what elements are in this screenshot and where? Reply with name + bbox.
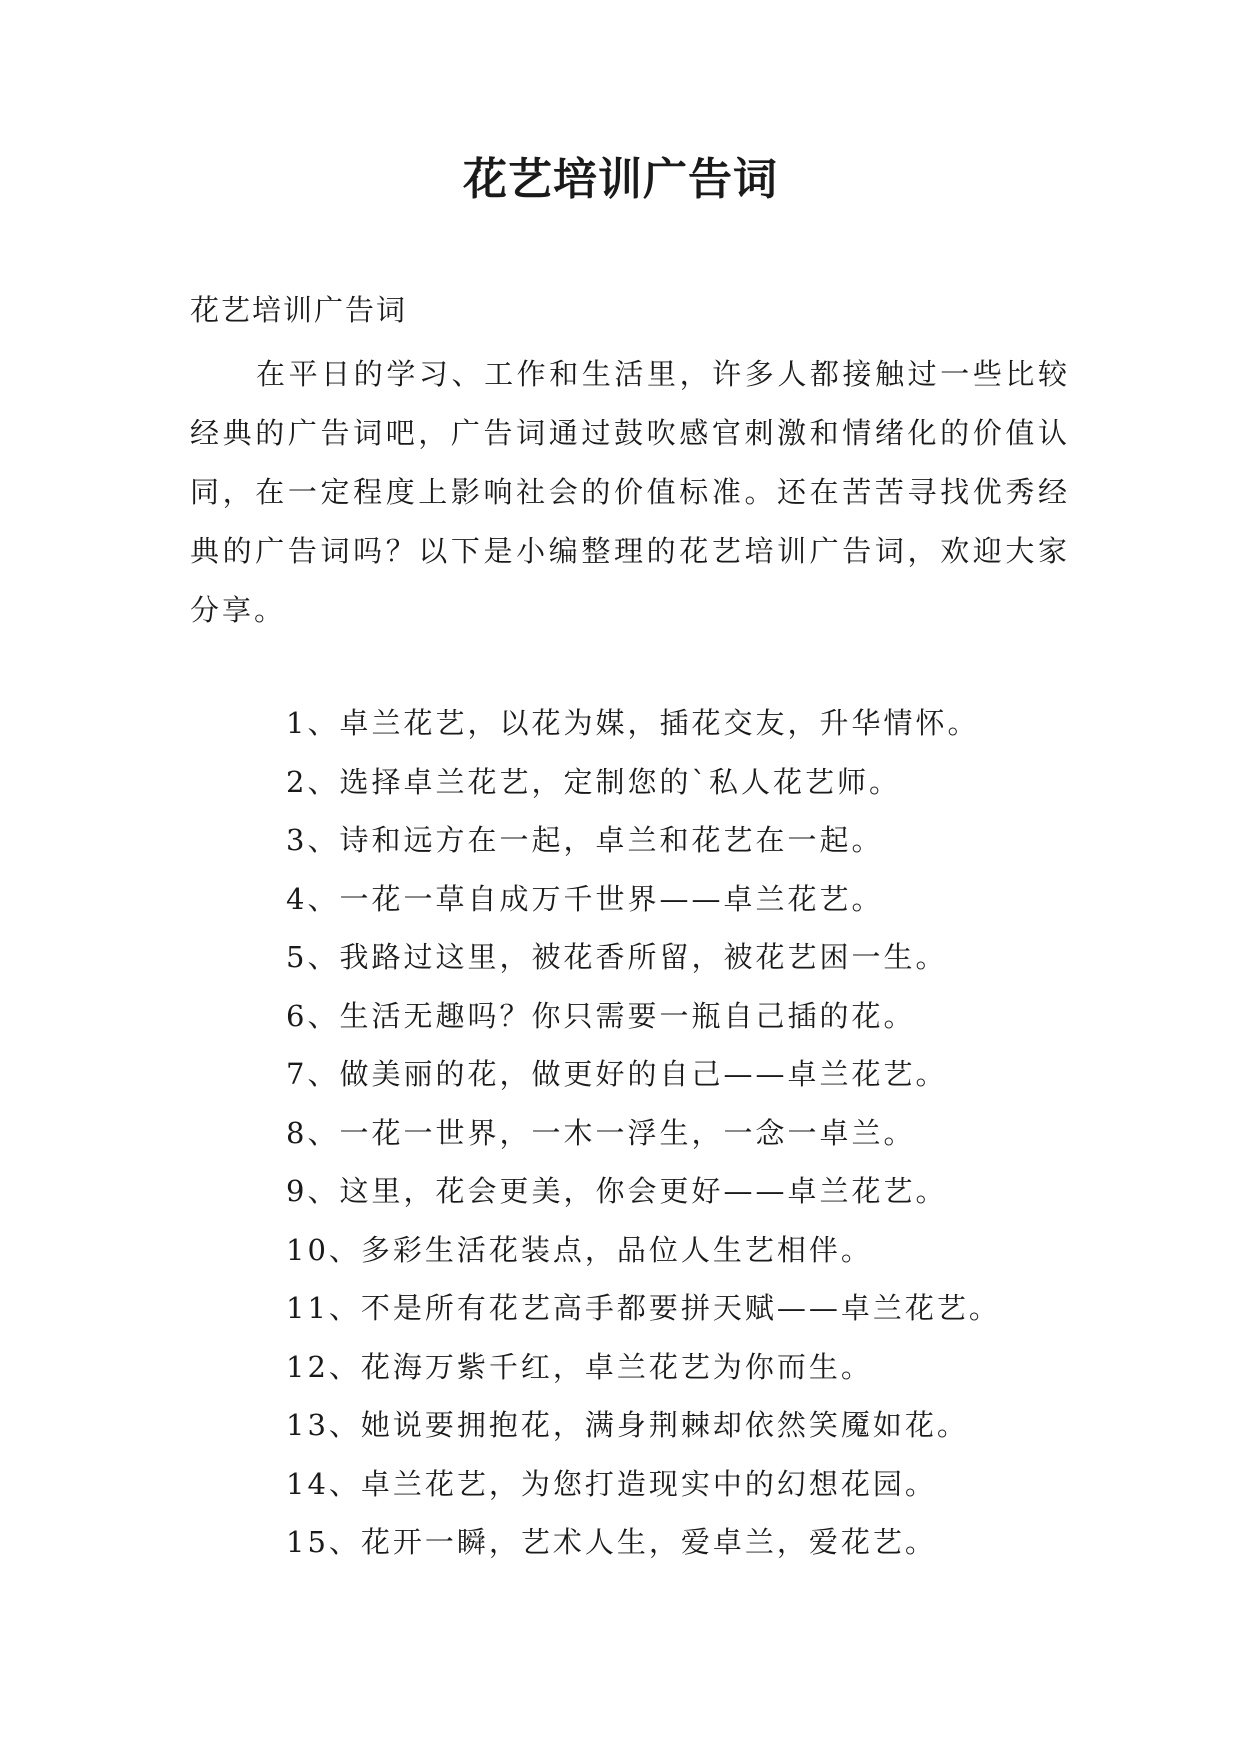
slogan-item: 9、这里，花会更美，你会更好——卓兰花艺。	[286, 1174, 948, 1208]
slogan-item: 2、选择卓兰花艺，定制您的`私人花艺师。	[286, 764, 901, 799]
slogan-item: 10、多彩生活花装点，品位人生艺相伴。	[286, 1232, 873, 1267]
slogan-item: 11、不是所有花艺高手都要拼天赋——卓兰花艺。	[286, 1291, 1001, 1325]
intro-paragraph: 在平日的学习、工作和生活里，许多人都接触过一些比较经典的广告词吧，广告词通过鼓吹感官刺激和情绪化的价值认同，在一定程度上影响社会的价值标准。还在苦苦寻找优秀经典的广告词吗？以下是小编整理的花艺培训广告词，欢迎大家分享。	[190, 357, 1070, 627]
slogan-item: 3、诗和远方在一起，卓兰和花艺在一起。	[286, 823, 884, 857]
slogan-item: 14、卓兰花艺，为您打造现实中的幻想花园。	[286, 1466, 937, 1501]
slogan-item: 15、花开一瞬，艺术人生，爱卓兰，爱花艺。	[286, 1525, 937, 1559]
slogan-item: 1、卓兰花艺，以花为媒，插花交友，升华情怀。	[286, 706, 980, 740]
document-subtitle: 花艺培训广告词	[190, 293, 408, 327]
slogan-item: 13、她说要拥抱花，满身荆棘却依然笑魇如花。	[286, 1408, 969, 1442]
slogan-item: 6、生活无趣吗？你只需要一瓶自己插的花。	[286, 998, 916, 1033]
slogan-item: 4、一花一草自成万千世界——卓兰花艺。	[286, 881, 884, 916]
slogan-item: 5、我路过这里，被花香所留，被花艺困一生。	[286, 940, 948, 974]
slogan-item: 8、一花一世界，一木一浮生，一念一卓兰。	[286, 1115, 916, 1150]
slogan-item: 7、做美丽的花，做更好的自己——卓兰花艺。	[286, 1057, 948, 1091]
slogan-list	[286, 694, 1001, 1572]
document-title: 花艺培训广告词	[463, 154, 778, 205]
slogan-item: 12、花海万紫千红，卓兰花艺为你而生。	[286, 1349, 873, 1384]
